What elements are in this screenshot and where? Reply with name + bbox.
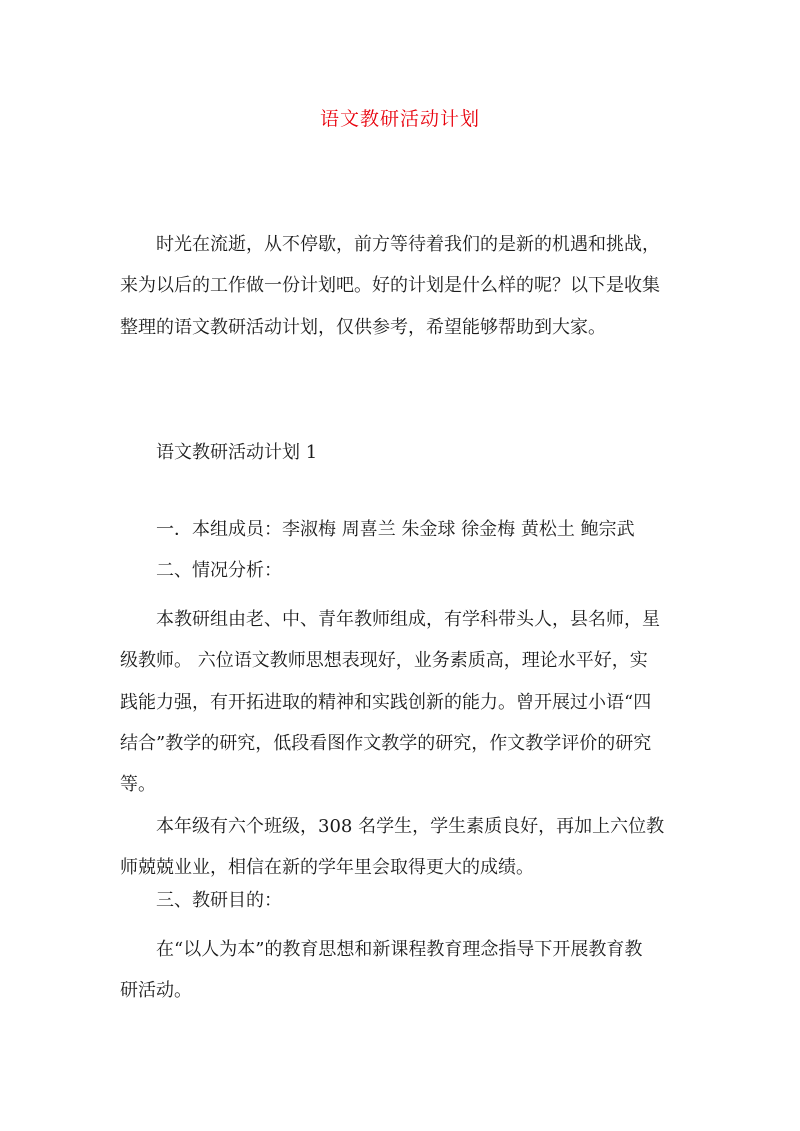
members-line: 一．本组成员：李淑梅 周喜兰 朱金球 徐金梅 黄松土 鲍宗武	[156, 519, 635, 540]
situation-line: 等。	[120, 774, 156, 796]
grade-line: 本年级有六个班级，308 名学生，学生素质良好，再加上六位教	[156, 816, 665, 837]
situation-line: 践能力强，有开拓进取的精神和实践创新的能力。曾开展过小语“四	[120, 691, 652, 713]
intro-paragraph	[120, 224, 680, 348]
grade-line: 师兢兢业业，相信在新的学年里会取得更大的成绩。	[120, 857, 534, 879]
situation-paragraph	[120, 599, 680, 805]
section-subtitle: 语文教研活动计划 1	[156, 442, 318, 463]
purpose-line: 在“以人为本”的教育思想和新课程教育理念指导下开展教育教	[156, 939, 643, 960]
intro-line: 来为以后的工作做一份计划吧。好的计划是什么样的呢？以下是收集	[120, 275, 660, 297]
purpose-heading: 三、教研目的：	[156, 890, 282, 911]
grade-paragraph	[120, 806, 680, 889]
situation-line: 本教研组由老、中、青年教师组成，有学科带头人，县名师，星	[156, 609, 660, 630]
intro-line: 整理的语文教研活动计划，仅供参考，希望能够帮助到大家。	[120, 316, 606, 338]
intro-line: 时光在流逝，从不停歇，前方等待着我们的是新的机遇和挑战，	[156, 234, 660, 255]
purpose-line: 研活动。	[120, 980, 192, 1002]
situation-heading: 二、情况分析：	[156, 560, 282, 581]
purpose-paragraph	[120, 929, 680, 1012]
document-title: 语文教研活动计划	[319, 108, 480, 130]
situation-line: 结合”教学的研究，低段看图作文教学的研究，作文教学评价的研究	[120, 732, 652, 754]
situation-line: 级教师。 六位语文教师思想表现好，业务素质高，理论水平好，实	[120, 650, 648, 672]
